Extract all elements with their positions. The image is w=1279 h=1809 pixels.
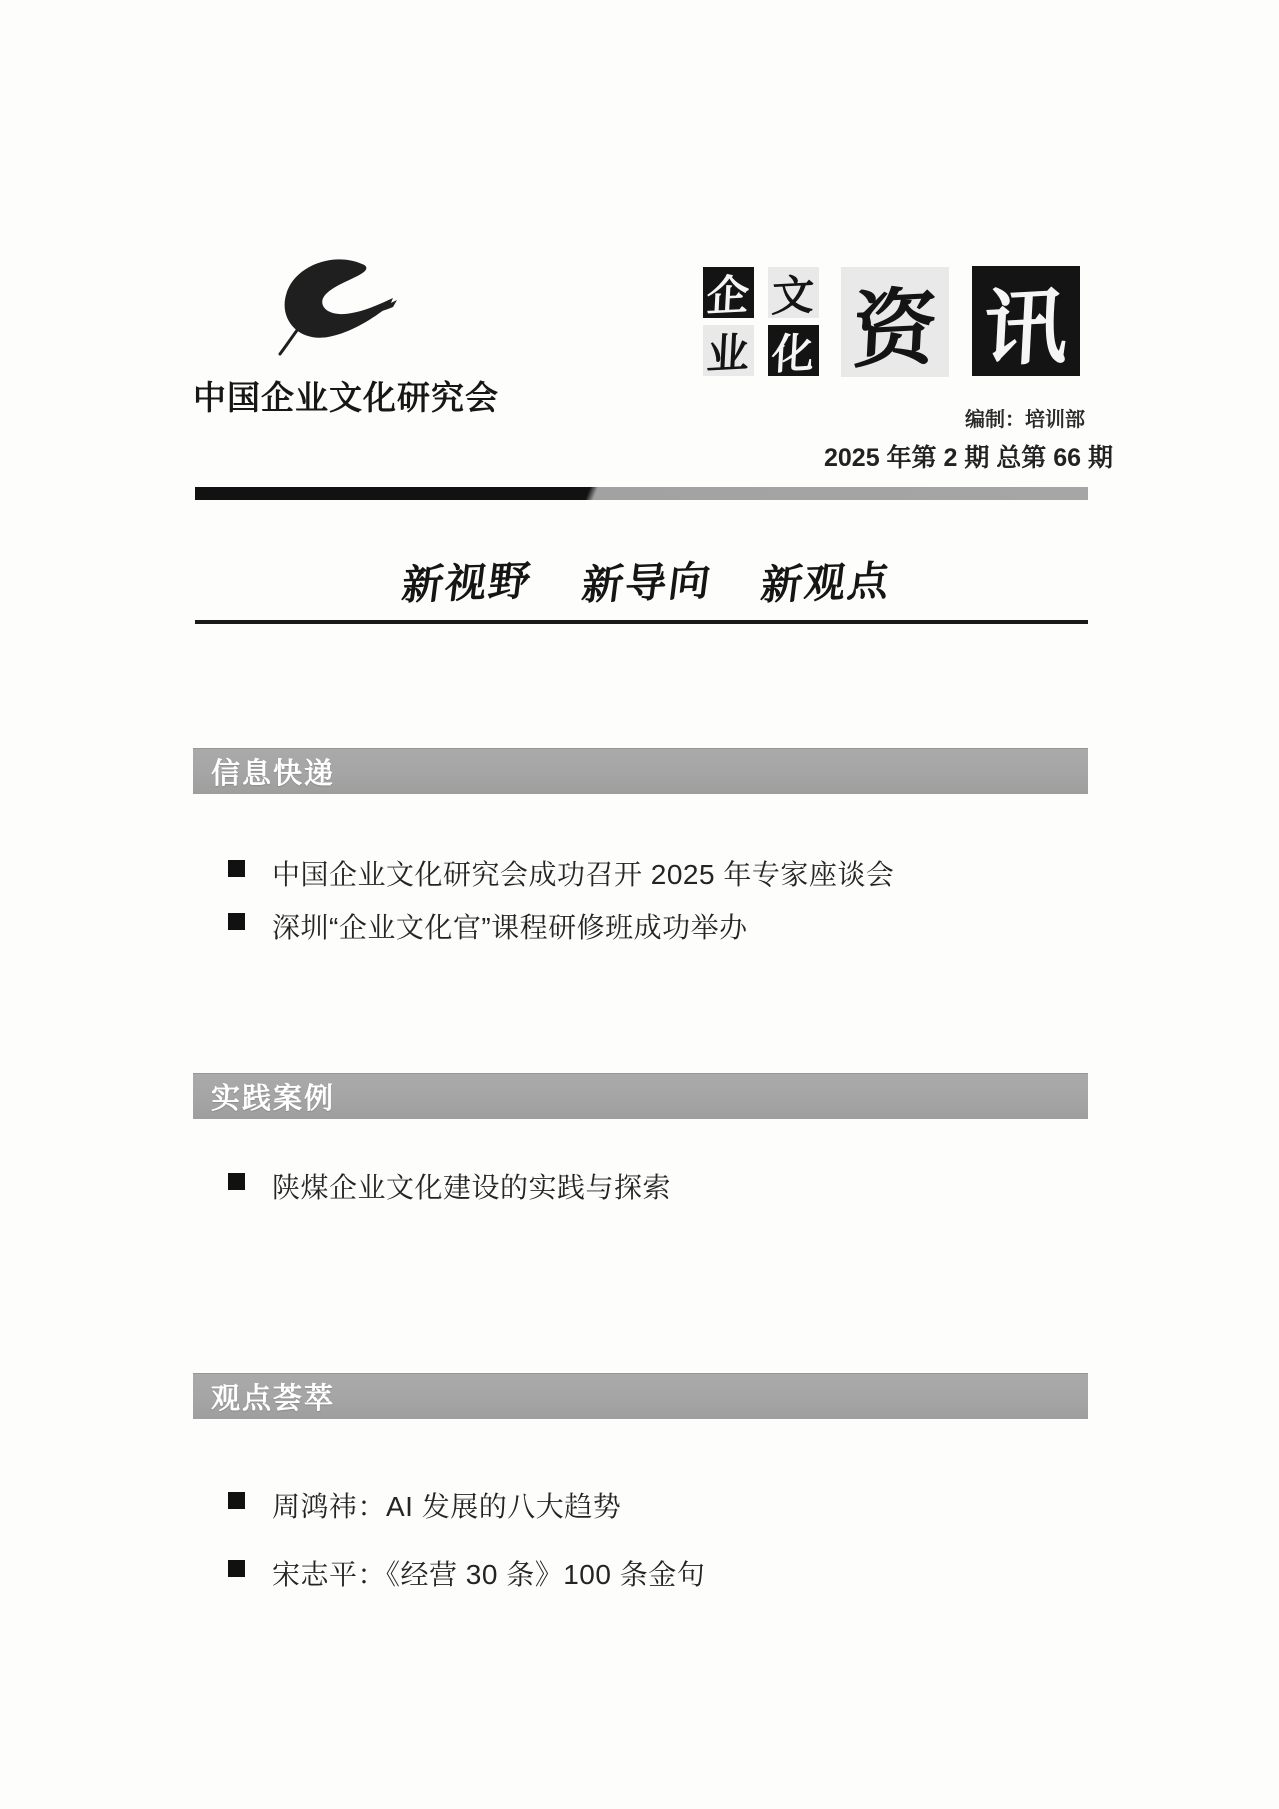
toc-item: [228, 906, 748, 946]
bullet-square-icon: [228, 1173, 245, 1190]
masthead-square-zi: [841, 267, 949, 377]
toc-item-text: 中国企业文化研究会成功召开 2025 年专家座谈会: [272, 859, 895, 890]
section-header-info-express: [193, 748, 1088, 794]
masthead-char-hua: 化: [770, 330, 816, 379]
toc-item-text: 深圳“企业文化官”课程研修班成功举办: [272, 912, 748, 943]
masthead-char-qi: 企: [705, 272, 751, 321]
section-header-viewpoints: [193, 1373, 1088, 1419]
editor-line: 编制：培训部: [965, 409, 1085, 431]
section-title: 实践案例: [211, 1082, 336, 1115]
slogan-word-1: 新视野: [399, 557, 535, 609]
toc-item-text: 宋志平：《经营 30 条》100 条金句: [272, 1559, 706, 1590]
slogan-word-3: 新观点: [758, 557, 894, 609]
issue-line: 2025 年第 2 期 总第 66 期: [823, 444, 1113, 472]
bullet-square-icon: [228, 860, 245, 877]
toc-item-text: 周鸿祎：AI 发展的八大趋势: [272, 1491, 622, 1522]
slogan-word-2: 新导向: [578, 557, 715, 609]
accent-bar: [195, 487, 1088, 500]
masthead-square-wen: [768, 267, 819, 321]
bullet-square-icon: [228, 1560, 245, 1577]
bullet-square-icon: [228, 1492, 245, 1509]
org-name: 中国企业文化研究会: [193, 381, 499, 417]
slogan: [399, 550, 894, 609]
masthead-square-ye: [703, 325, 754, 379]
masthead-square-qi: [703, 267, 754, 321]
masthead-char-wen: 文: [770, 272, 816, 321]
horizontal-rule: [195, 620, 1088, 624]
org-logo-e-icon: [276, 256, 406, 356]
section-header-practice-cases: [193, 1073, 1088, 1119]
section-title: 观点荟萃: [211, 1382, 336, 1415]
toc-item: [228, 1166, 671, 1206]
bullet-square-icon: [228, 913, 245, 930]
toc-item: [228, 853, 894, 893]
masthead-char-xun: 讯: [980, 280, 1071, 378]
masthead-char-ye: 业: [705, 330, 751, 379]
masthead-square-hua: [768, 325, 819, 379]
toc-item: [228, 1553, 705, 1593]
section-title: 信息快递: [211, 757, 336, 790]
masthead-char-zi: 资: [849, 281, 940, 379]
masthead-square-xun: [972, 266, 1080, 376]
toc-item-text: 陕煤企业文化建设的实践与探索: [272, 1172, 672, 1203]
toc-item: [228, 1485, 621, 1525]
